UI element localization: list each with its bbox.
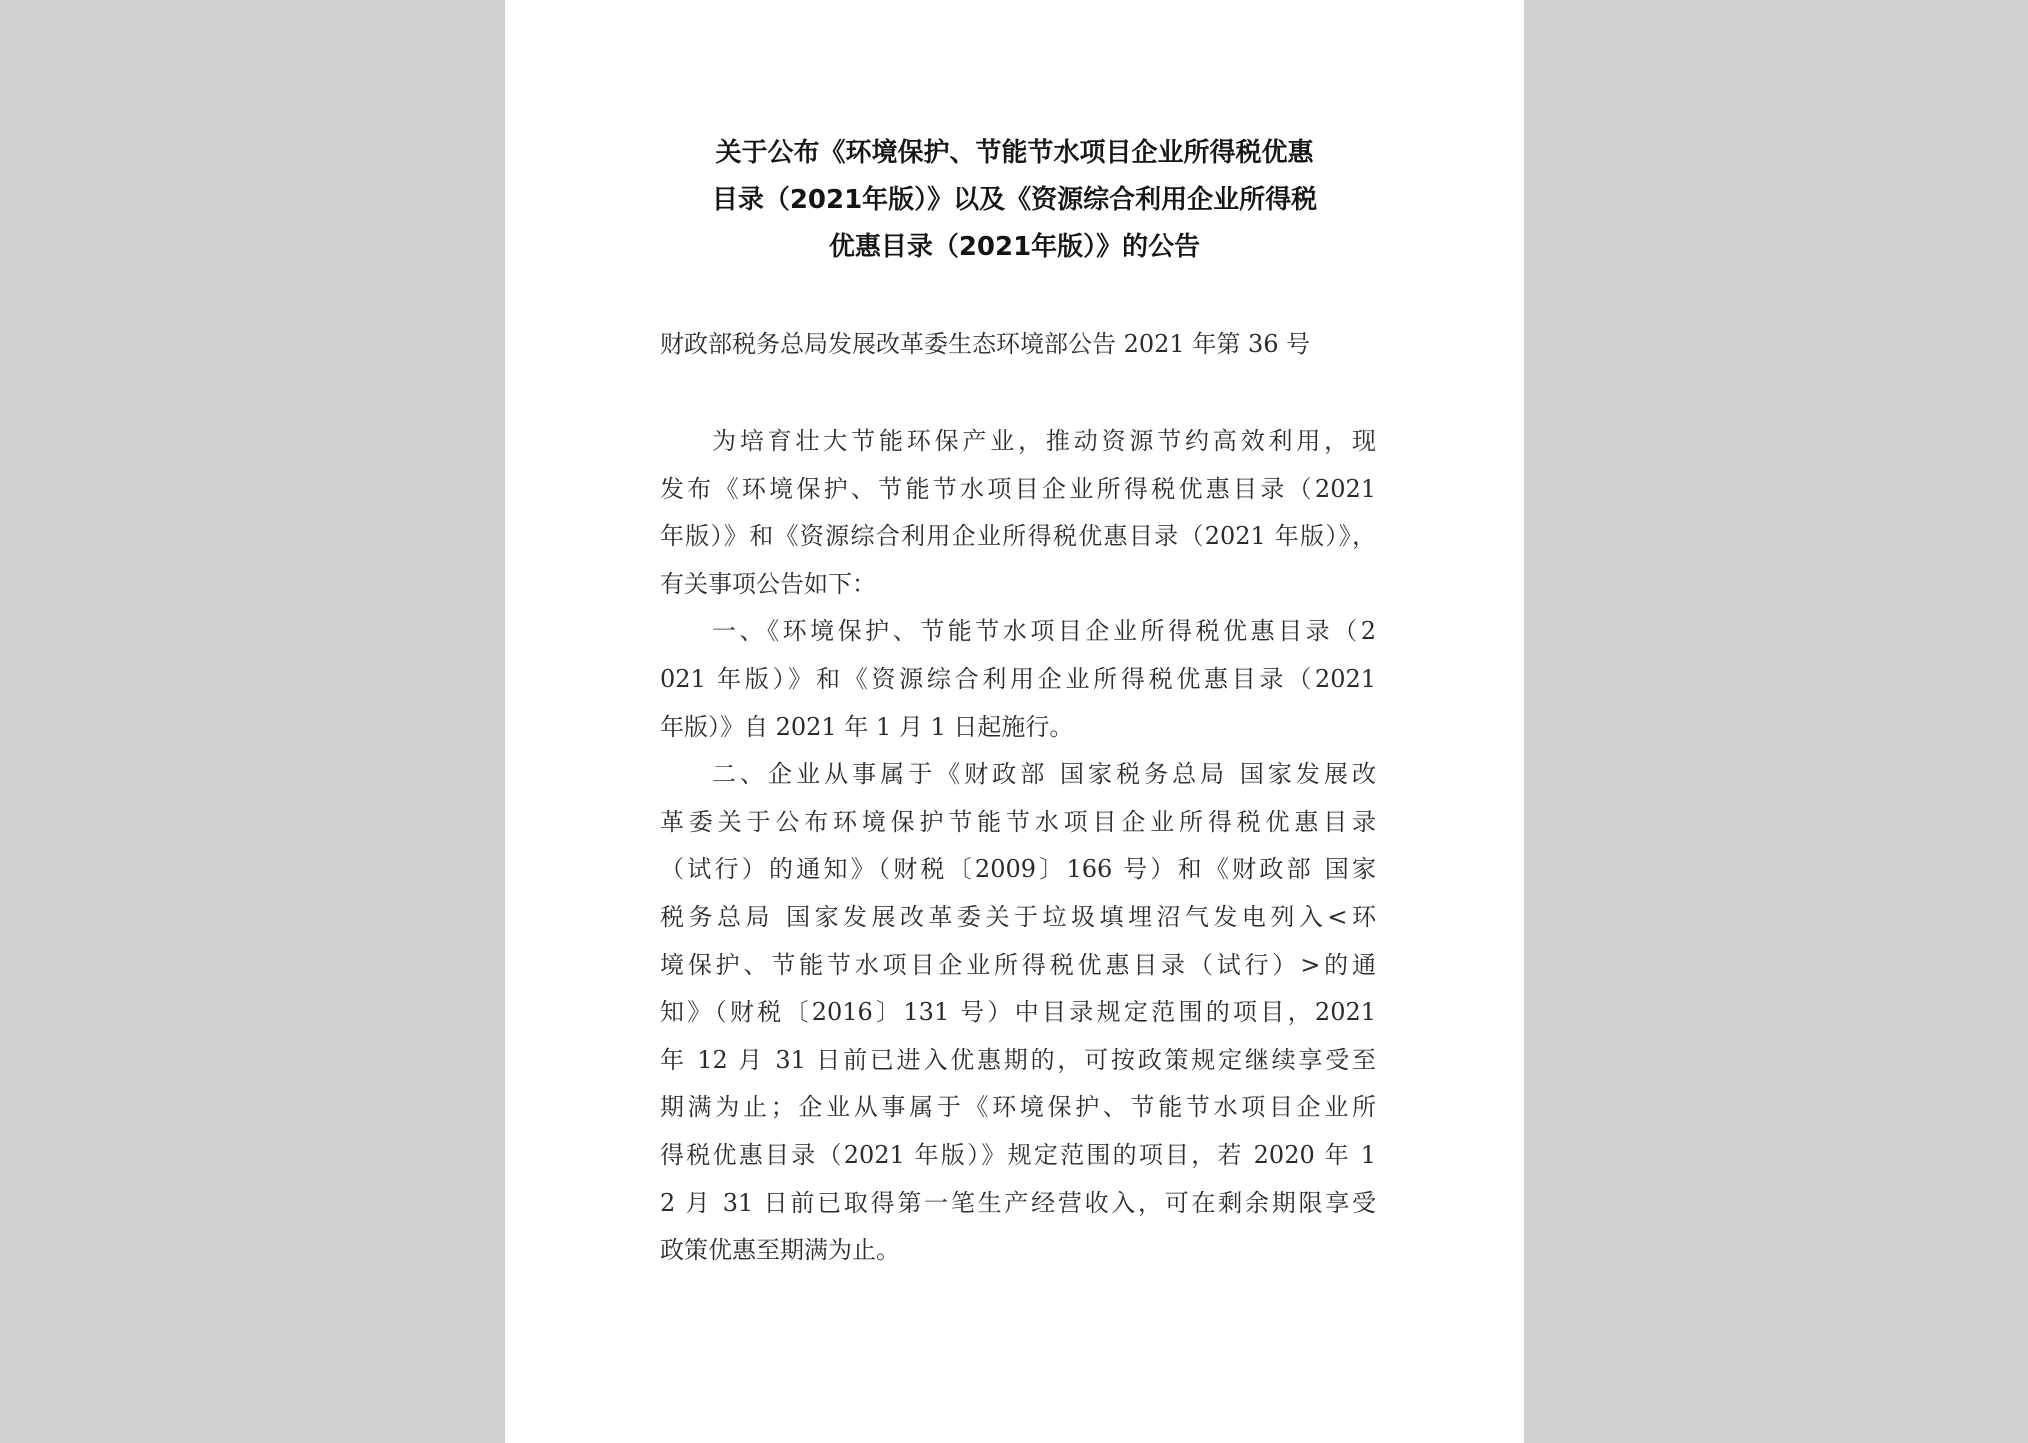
document-title	[505, 130, 1524, 271]
title-line: 优惠目录（2021年版）》的公告	[828, 232, 1201, 262]
document-page	[505, 0, 1524, 1443]
text-line: 政策优惠至期满为止。	[660, 1236, 900, 1265]
text-line: 知》（财税〔2016〕131 号）中目录规定范围的项目，2021	[660, 998, 1376, 1027]
text-line: 得税优惠目录（2021 年版）》规定范围的项目，若 2020 年 1	[660, 1140, 1376, 1169]
text-line: 发布《环境保护、节能节水项目企业所得税优惠目录（2021	[660, 474, 1376, 503]
text-line: 期满为止；企业从事属于《环境保护、节能节水项目企业所	[660, 1093, 1376, 1122]
text-line: 年 12 月 31 日前已进入优惠期的，可按政策规定继续享受至	[660, 1045, 1376, 1074]
text-line: 税务总局 国家发展改革委关于垃圾填埋沼气发电列入<环	[660, 902, 1376, 931]
paragraph-1	[660, 418, 1376, 608]
text-line: 一、《环境保护、节能节水项目企业所得税优惠目录（2	[712, 617, 1376, 646]
text-line: 境保护、节能节水项目企业所得税优惠目录（试行）>的通	[660, 950, 1376, 979]
text-line: 为培育壮大节能环保产业，推动资源节约高效利用，现	[712, 427, 1376, 455]
paragraph-2	[660, 608, 1376, 751]
text-line: （试行）的通知》（财税〔2009〕166 号）和《财政部 国家	[660, 855, 1376, 884]
announcement-number: 财政部税务总局发展改革委生态环境部公告 2021 年第 36 号	[660, 330, 1311, 358]
document-body	[660, 418, 1376, 1275]
title-line: 关于公布《环境保护、节能节水项目企业所得税优惠	[715, 138, 1314, 168]
text-line: 年版）》和《资源综合利用企业所得税优惠目录（2021 年版）》，	[660, 522, 1376, 551]
text-line: 革委关于公布环境保护节能节水项目企业所得税优惠目录	[660, 807, 1376, 836]
text-line: 2 月 31 日前已取得第一笔生产经营收入，可在剩余期限享受	[660, 1188, 1376, 1217]
text-line: 二、企业从事属于《财政部 国家税务总局 国家发展改	[712, 760, 1376, 789]
title-line: 目录（2021年版）》以及《资源综合利用企业所得税	[711, 185, 1318, 215]
text-line: 021 年版）》和《资源综合利用企业所得税优惠目录（2021	[660, 664, 1376, 693]
paragraph-3	[660, 751, 1376, 1275]
text-line: 有关事项公告如下：	[660, 569, 876, 598]
text-line: 年版）》自 2021 年 1 月 1 日起施行。	[660, 712, 1074, 741]
